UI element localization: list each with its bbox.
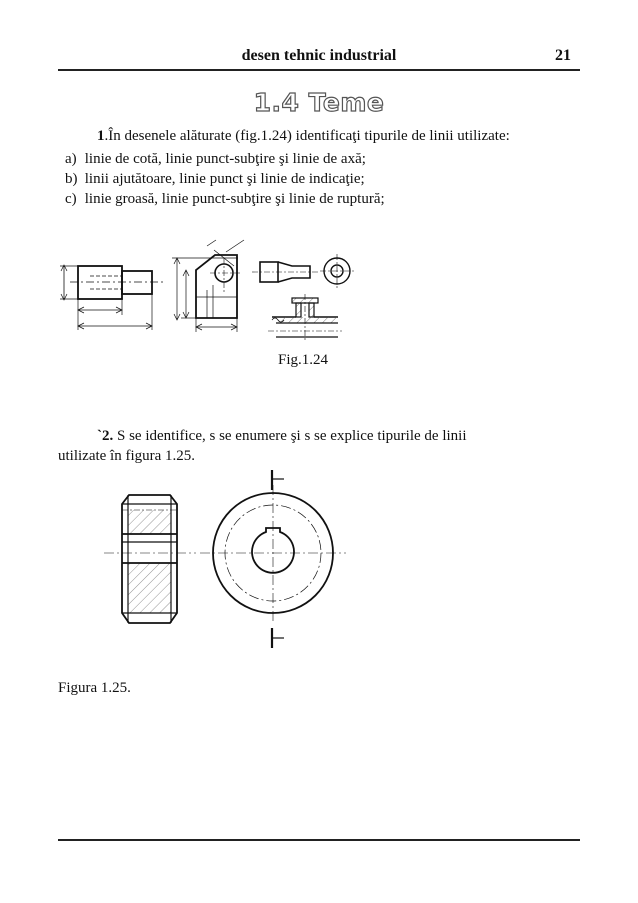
page-number: 21 [555, 47, 571, 64]
task1-number: 1 [97, 128, 105, 144]
list-item-label: b) [65, 171, 78, 187]
gear-section-view [104, 495, 196, 623]
task2-line2: utilizate în figura 1.25. [58, 448, 196, 464]
task1-text: .În desenele alăturate (fig.1.24) identificaţi tipurile de linii utilizate: [104, 128, 510, 144]
figure-1-25-caption: Figura 1.25. [58, 680, 131, 696]
task2-number: `2. [97, 428, 114, 444]
list-item-label: c) [65, 191, 77, 207]
list-item-text: linie groasă, linie punct-subţire şi linie de ruptură; [84, 191, 385, 207]
list-item-label: a) [65, 151, 77, 167]
section-title: 1.4 Teme [253, 88, 385, 117]
gear-front-view [200, 470, 346, 648]
list-item-text: linie de cotă, linie punct-subţire şi linie de axă; [84, 151, 366, 167]
task2-line1: S se identifice, s se enumere şi s se explice tipurile de linii [113, 428, 467, 444]
footer-rule [58, 839, 580, 841]
list-item-text: linii ajutătoare, linie punct şi linie de indicaţie; [84, 171, 365, 187]
header-title: desen tehnic industrial [241, 47, 397, 64]
figure-1-24-caption: Fig.1.24 [278, 352, 329, 368]
